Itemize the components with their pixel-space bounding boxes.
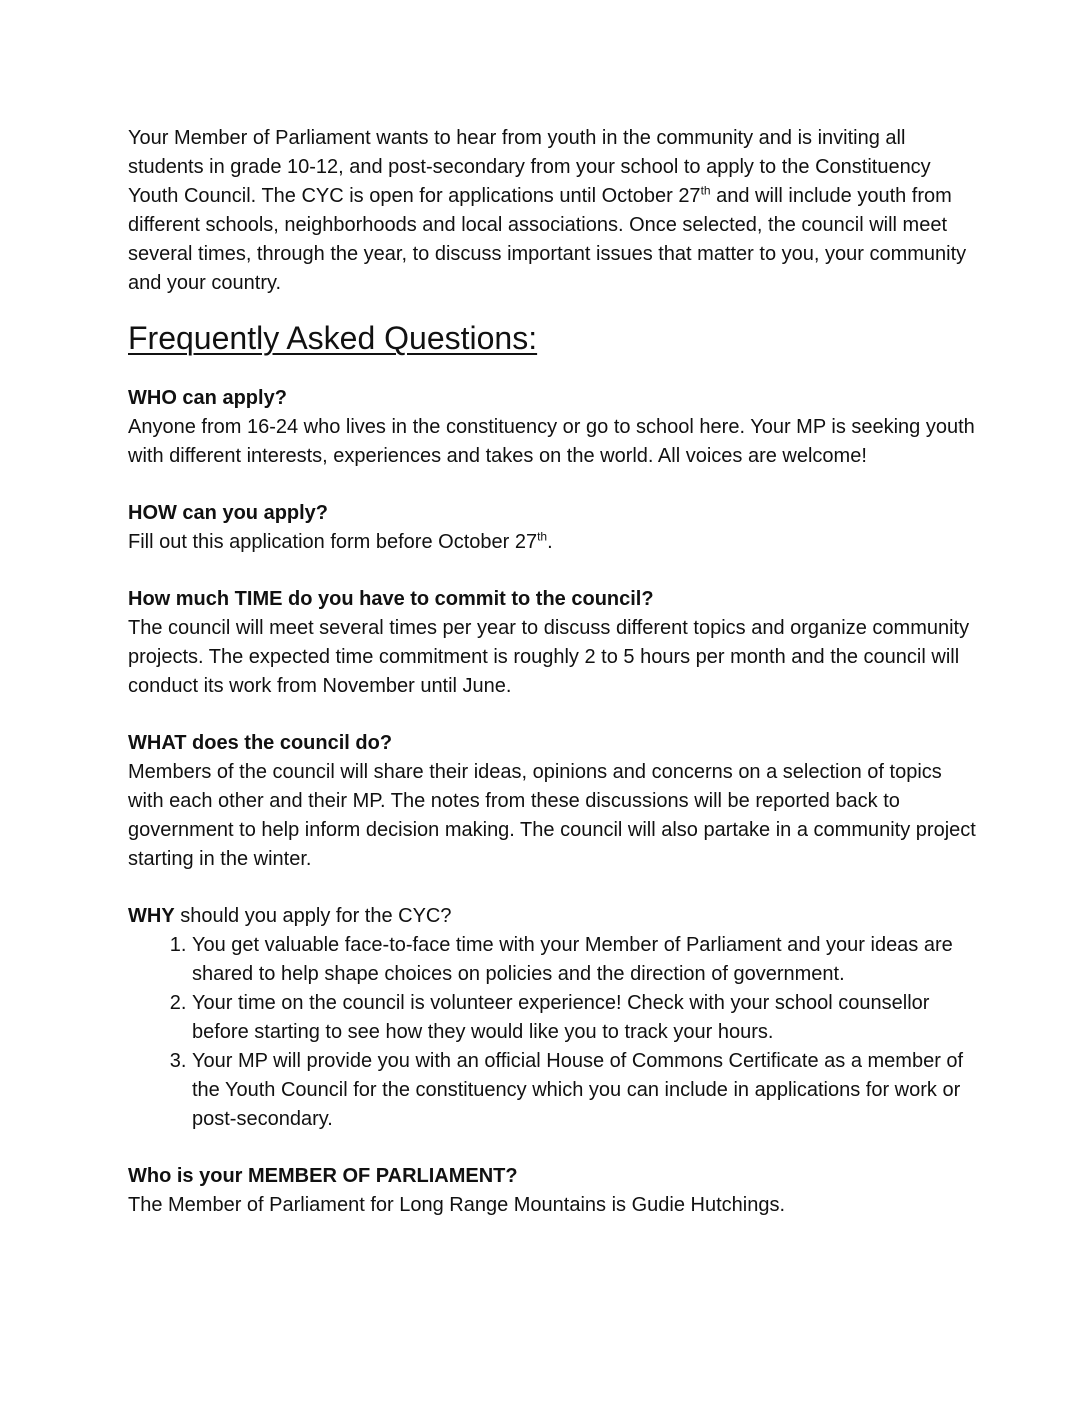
answer-mp: The Member of Parliament for Long Range Mountains is Gudie Hutchings.	[128, 1194, 786, 1216]
document-page	[128, 124, 978, 1248]
faq-heading: Frequently Asked Questions:	[128, 320, 538, 356]
question-why-rest: should you apply for the CYC?	[174, 905, 452, 927]
why-list	[128, 931, 978, 1134]
answer-who: Anyone from 16-24 who lives in the constituency or go to school here. Your MP is seeking youth with different interests, experiences and takes on the world. All voices are welcome!	[128, 416, 975, 467]
answer-time: The council will meet several times per year to discuss different topics and organize community projects. The expected time commitment is roughly 2 to 5 hours per month and the council will conduct its work from November until June.	[128, 617, 970, 697]
faq-who	[128, 384, 978, 471]
intro-superscript: th	[700, 183, 711, 198]
answer-how	[128, 528, 978, 557]
question-how: HOW can you apply?	[128, 502, 329, 524]
faq-why	[128, 902, 978, 1134]
intro-text-2: and will include youth from different schools, neighborhoods and local associations. Once selected, the council will meet several times, through the year, to discuss important issues that matter to you, your community and your country.	[128, 185, 967, 294]
why-item-1: 1. You get valuable face-to-face time with your Member of Parliament and your ideas are shared to help shape choices on policies and the direction of government.	[192, 931, 978, 989]
answer-how-superscript: th	[537, 529, 548, 544]
faq-mp	[128, 1162, 978, 1220]
question-what: WHAT does the council do?	[128, 732, 393, 754]
question-why-bold: WHY	[128, 905, 175, 927]
question-why	[128, 902, 978, 931]
faq-time	[128, 585, 978, 701]
question-mp: Who is your MEMBER OF PARLIAMENT?	[128, 1165, 518, 1187]
answer-what: Members of the council will share their ideas, opinions and concerns on a selection of topics with each other and their MP. The notes from these discussions will be reported back to government to help inform decision making. The council will also partake in a community project starting in the winter.	[128, 761, 976, 870]
why-item-3: 3. Your MP will provide you with an official House of Commons Certificate as a member of the Youth Council for the constituency which you can include in applications for work or post-secondary.	[192, 1047, 978, 1134]
why-item-2: 2. Your time on the council is volunteer experience! Check with your school counsellor before starting to see how they would like you to track your hours.	[192, 989, 978, 1047]
question-time: How much TIME do you have to commit to the council?	[128, 588, 654, 610]
intro-text-1: Your Member of Parliament wants to hear from youth in the community and is inviting all students in grade 10-12, and post-secondary from your school to apply to the Constituency Youth Council. The CYC is open for applications until October 27	[128, 127, 931, 207]
faq-how	[128, 499, 978, 557]
question-who: WHO can apply?	[128, 387, 287, 409]
answer-how-text: Fill out this application form before October 27	[128, 531, 538, 553]
answer-how-end: .	[547, 531, 553, 553]
intro-paragraph	[128, 124, 978, 298]
faq-what	[128, 729, 978, 874]
